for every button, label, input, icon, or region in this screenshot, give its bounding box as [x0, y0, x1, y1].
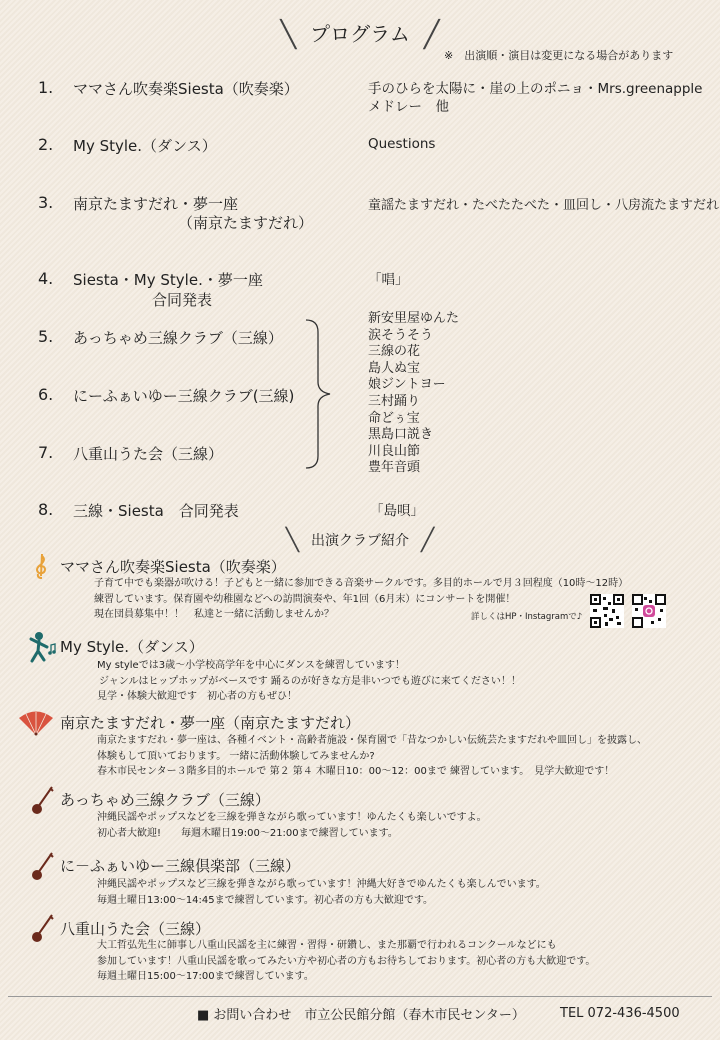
program-name-4: Siesta・My Style.・夢一座	[73, 271, 263, 289]
program-name-1: ママさん吹奏楽Siesta（吹奏楽）	[73, 80, 299, 98]
contact-tel: TEL 072-436-4500	[560, 1006, 680, 1021]
club-section-title-text: 出演クラブ紹介	[311, 533, 409, 549]
program-num-8: 8.	[38, 500, 54, 519]
program-name-6: にーふぁいゆー三線クラブ(三線)	[73, 387, 295, 405]
fan-icon	[17, 711, 55, 737]
shared-song: 豊年音頭	[368, 460, 421, 476]
schedule-note: ※ 出演順・演目は変更になる場合があります	[444, 49, 674, 62]
hp-qr-code[interactable]	[590, 594, 624, 628]
program-song-1b: メドレー 他	[368, 99, 449, 115]
shared-song: 新安里屋ゆんた	[368, 311, 460, 326]
program-num-5: 5.	[38, 327, 54, 346]
footer-divider	[8, 996, 712, 997]
slash-left-icon: ╲	[280, 20, 297, 50]
program-song-3: 童謡たますだれ・たべたたべた・皿回し・八房流たますだれ	[368, 198, 720, 213]
shared-song: 三線の花	[368, 344, 421, 360]
slash-left-icon: ╲	[285, 528, 299, 553]
club-name-6: 八重山うた会（三線）	[60, 920, 211, 938]
program-name-7: 八重山うた会（三線）	[73, 445, 224, 463]
program-song-1a: 手のひらを太陽に・崖の上のポニョ・Mrs.greenapple	[368, 81, 703, 97]
shared-song: 川良山節	[368, 443, 421, 459]
program-name-3: 南京たますだれ・夢一座	[73, 195, 239, 213]
shared-song: 黒島口説き	[368, 427, 434, 443]
program-num-7: 7.	[38, 443, 54, 462]
program-name-4b: 合同発表	[152, 291, 213, 309]
slash-right-icon: ╱	[423, 20, 440, 50]
program-num-3: 3.	[38, 193, 54, 212]
sanshin-icon	[30, 851, 54, 881]
shared-song: 命どぅ宝	[368, 410, 420, 426]
program-name-2: My Style.（ダンス）	[73, 137, 217, 155]
program-num-2: 2.	[38, 135, 54, 154]
club-desc-4: 沖縄民謡やポップスなどを三線を弾きながら歌っています！ゆんたくも楽しいですよ。 初心者大歓迎! 毎週木曜日19:00～21:00まで練習しています。	[97, 812, 487, 839]
club-section-title	[0, 526, 720, 551]
shared-song: 娘ジントヨー	[368, 377, 446, 393]
program-song-2: Questions	[368, 136, 436, 152]
program-song-8: 「島唄」	[370, 503, 424, 519]
club-desc-6: 大工哲弘先生に師事し八重山民謡を主に練習・習得・研鑽し、また那覇で行われるコンクールなどにも 参加しています！八重山民謡を歌ってみたい方や初心者の方もお待ちしております。初心者の方も大歓迎です。 毎週土曜日15:00～17:00まで練習しています。	[97, 940, 596, 982]
program-name-3b: （南京たますだれ）	[178, 214, 314, 232]
club-name-2: My Style.（ダンス）	[60, 638, 204, 656]
shared-song-list	[368, 311, 568, 477]
program-title-text: プログラム	[310, 22, 410, 46]
club-name-1: ママさん吹奏楽Siesta（吹奏楽）	[60, 558, 286, 576]
program-num-1: 1.	[38, 78, 54, 97]
club-desc-5: 沖縄民謡やポップスなど三線を弾きながら歌っています！沖縄大好きでゆんたくも楽しんでいます。 毎週土曜日13:00～14:45まで練習しています。初心者の方も大歓迎です。	[97, 879, 546, 906]
club-desc-2: My styleでは3歳～小学校高学年を中心にダンスを練習しています！ ジャンルはヒップホップがベースです 踊るのが好きな方是非いつでも遊びに来てください！！ 見学・体験大歓迎です 初心者の方もぜひ！	[97, 660, 521, 702]
program-name-5: あっちゃめ三線クラブ（三線）	[73, 329, 283, 347]
club-desc-1: 子育て中でも楽器が吹ける！子どもと一緒に参加できる音楽サークルです。多目的ホールで月３回程度（10時～12時） 練習しています。保育園や幼稚園などへの訪問演奏や、年1回（6月末）にコンサートを開催！ 現在団員募集中！！ 私達と一緒に活動しませんか？	[94, 578, 629, 620]
program-num-6: 6.	[38, 385, 54, 404]
dancer-icon	[28, 631, 58, 663]
club-name-5: に－ふぁいゆー三線倶楽部（三線）	[60, 857, 301, 875]
shared-song: 三村踊り	[368, 393, 421, 409]
club-desc-3: 南京たますだれ・夢一座は、各種イベント・高齢者施設・保育園で「昔なつかしい伝統芸たますだれや皿回し」を披露し、 体験もして頂いております。 一緒に活動体験してみませんか? 春木市民センター３階多目的ホールで 第２ 第４ 木曜日10：00～12：00まで 練習しています。 見学大歓迎です！	[97, 735, 647, 777]
contact-label: ■ お問い合わせ 市立公民館分館（春木市民センター）	[197, 1008, 525, 1023]
treble-clef-icon	[33, 552, 49, 580]
program-song-4: 「唱」	[368, 272, 409, 288]
sanshin-icon	[30, 913, 54, 943]
club-name-4: あっちゃめ三線クラブ（三線）	[60, 791, 270, 809]
shared-song: 島人ぬ宝	[368, 360, 421, 376]
club-sns-note: 詳しくはHP・Instagramで♪	[471, 612, 583, 622]
program-name-8: 三線・Siesta 合同発表	[73, 502, 239, 520]
sanshin-icon	[30, 785, 54, 815]
bracket-icon	[300, 318, 340, 470]
shared-song: 涙そうそう	[368, 327, 434, 343]
slash-right-icon: ╱	[421, 528, 435, 553]
program-title	[0, 18, 720, 48]
instagram-qr-code[interactable]	[632, 594, 666, 628]
club-name-3: 南京たますだれ・夢一座（南京たますだれ）	[60, 714, 361, 732]
program-num-4: 4.	[38, 269, 54, 288]
